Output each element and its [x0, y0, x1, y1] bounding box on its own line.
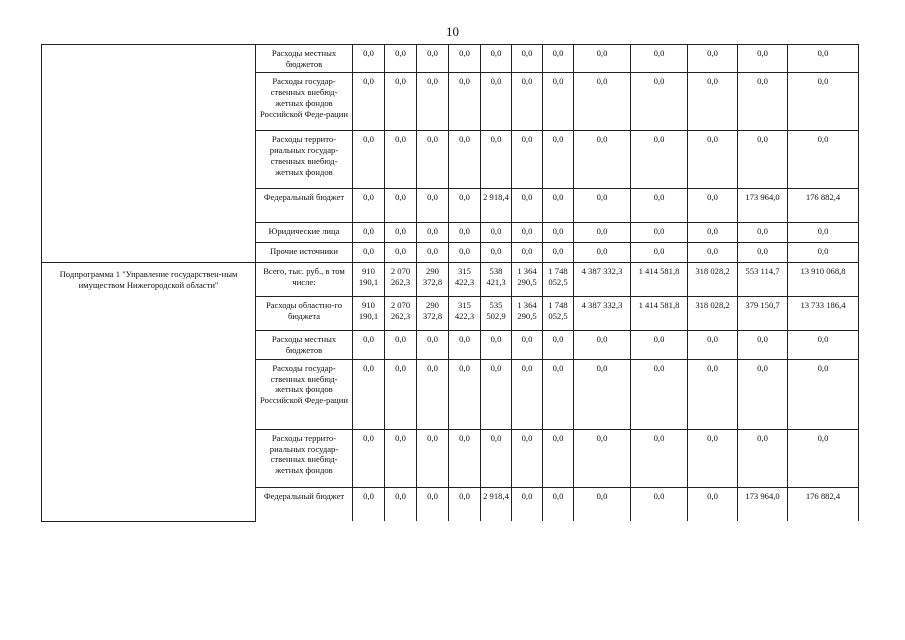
value-cell: 1 748 052,5: [543, 297, 574, 331]
value-cell: 0,0: [688, 359, 738, 429]
value-cell: 1 414 581,8: [631, 263, 688, 297]
value-cell: 0,0: [788, 243, 859, 263]
value-cell: 290 372,8: [417, 297, 449, 331]
funding-source-cell: Федеральный бюджет: [256, 189, 353, 223]
value-cell: 173 964,0: [738, 487, 788, 521]
value-cell: 910 190,1: [353, 297, 385, 331]
value-cell: 0,0: [353, 131, 385, 189]
value-cell: 0,0: [688, 223, 738, 243]
value-cell: 315 422,3: [449, 297, 481, 331]
value-cell: 0,0: [543, 331, 574, 359]
value-cell: 0,0: [788, 331, 859, 359]
value-cell: 0,0: [788, 359, 859, 429]
value-cell: 0,0: [353, 429, 385, 487]
funding-source-cell: Расходы местных бюджетов: [256, 45, 353, 73]
value-cell: 0,0: [512, 359, 543, 429]
value-cell: 0,0: [738, 73, 788, 131]
value-cell: 2 070 262,3: [385, 263, 417, 297]
value-cell: 1 364 290,5: [512, 263, 543, 297]
value-cell: 0,0: [574, 45, 631, 73]
value-cell: 0,0: [353, 487, 385, 521]
value-cell: 0,0: [417, 45, 449, 73]
value-cell: 2 070 262,3: [385, 297, 417, 331]
funding-source-cell: Расходы государ-ственных внебюд-жетных фондов Российской Феде-рации: [256, 73, 353, 131]
value-cell: 0,0: [574, 359, 631, 429]
funding-source-cell: Юридические лица: [256, 223, 353, 243]
value-cell: 0,0: [449, 131, 481, 189]
value-cell: 0,0: [543, 223, 574, 243]
value-cell: 13 910 068,8: [788, 263, 859, 297]
value-cell: 0,0: [512, 331, 543, 359]
value-cell: 0,0: [417, 487, 449, 521]
value-cell: 173 964,0: [738, 189, 788, 223]
value-cell: 553 114,7: [738, 263, 788, 297]
value-cell: 0,0: [631, 487, 688, 521]
value-cell: 0,0: [738, 243, 788, 263]
value-cell: 318 028,2: [688, 297, 738, 331]
value-cell: 0,0: [688, 243, 738, 263]
value-cell: 2 918,4: [481, 189, 512, 223]
value-cell: 0,0: [449, 243, 481, 263]
funding-source-cell: Федеральный бюджет: [256, 487, 353, 521]
value-cell: 0,0: [417, 223, 449, 243]
value-cell: 0,0: [417, 359, 449, 429]
value-cell: 0,0: [543, 73, 574, 131]
value-cell: 0,0: [417, 331, 449, 359]
value-cell: 0,0: [788, 429, 859, 487]
value-cell: 0,0: [574, 429, 631, 487]
value-cell: 0,0: [574, 131, 631, 189]
value-cell: 1 414 581,8: [631, 297, 688, 331]
funding-source-cell: Прочие источники: [256, 243, 353, 263]
value-cell: 0,0: [738, 131, 788, 189]
value-cell: 0,0: [688, 45, 738, 73]
value-cell: 0,0: [449, 429, 481, 487]
budget-table-body: [42, 45, 859, 522]
value-cell: 0,0: [353, 45, 385, 73]
value-cell: 0,0: [353, 359, 385, 429]
funding-source-cell: Всего, тыс. руб., в том числе:: [256, 263, 353, 297]
value-cell: 0,0: [449, 331, 481, 359]
value-cell: 0,0: [385, 331, 417, 359]
value-cell: 0,0: [631, 359, 688, 429]
value-cell: 0,0: [353, 331, 385, 359]
value-cell: 176 882,4: [788, 487, 859, 521]
value-cell: 0,0: [574, 189, 631, 223]
value-cell: 318 028,2: [688, 263, 738, 297]
value-cell: 0,0: [631, 243, 688, 263]
value-cell: 0,0: [788, 73, 859, 131]
value-cell: 0,0: [631, 331, 688, 359]
value-cell: 0,0: [385, 189, 417, 223]
value-cell: 0,0: [512, 131, 543, 189]
value-cell: 0,0: [481, 45, 512, 73]
program-name-cell: Подпрограмма 1 "Управление государствен-ным имуществом Нижегородской области": [42, 263, 256, 521]
value-cell: 1 364 290,5: [512, 297, 543, 331]
value-cell: 0,0: [574, 73, 631, 131]
value-cell: 0,0: [353, 73, 385, 131]
value-cell: 0,0: [738, 45, 788, 73]
value-cell: 535 502,9: [481, 297, 512, 331]
value-cell: 290 372,8: [417, 263, 449, 297]
funding-source-cell: Расходы террито-риальных государ-ственных внебюд-жетных фондов: [256, 429, 353, 487]
value-cell: 0,0: [574, 223, 631, 243]
value-cell: 0,0: [481, 73, 512, 131]
value-cell: 0,0: [417, 73, 449, 131]
value-cell: 0,0: [738, 223, 788, 243]
value-cell: 0,0: [543, 429, 574, 487]
value-cell: 0,0: [512, 429, 543, 487]
value-cell: 0,0: [385, 45, 417, 73]
value-cell: 0,0: [512, 45, 543, 73]
value-cell: 0,0: [449, 359, 481, 429]
value-cell: 0,0: [788, 223, 859, 243]
value-cell: 0,0: [788, 45, 859, 73]
value-cell: 0,0: [688, 429, 738, 487]
value-cell: 0,0: [481, 359, 512, 429]
value-cell: 0,0: [574, 487, 631, 521]
value-cell: 0,0: [631, 223, 688, 243]
value-cell: 0,0: [543, 359, 574, 429]
value-cell: 0,0: [353, 189, 385, 223]
value-cell: 0,0: [353, 223, 385, 243]
value-cell: 0,0: [417, 189, 449, 223]
value-cell: 0,0: [738, 359, 788, 429]
value-cell: 0,0: [543, 243, 574, 263]
value-cell: 0,0: [688, 73, 738, 131]
value-cell: 538 421,3: [481, 263, 512, 297]
value-cell: 0,0: [385, 73, 417, 131]
table-row: [42, 263, 859, 297]
value-cell: 0,0: [631, 131, 688, 189]
value-cell: 0,0: [385, 487, 417, 521]
value-cell: 4 387 332,3: [574, 263, 631, 297]
value-cell: 0,0: [353, 243, 385, 263]
value-cell: 0,0: [449, 223, 481, 243]
value-cell: 0,0: [512, 487, 543, 521]
value-cell: 0,0: [417, 243, 449, 263]
value-cell: 0,0: [688, 131, 738, 189]
value-cell: 0,0: [417, 131, 449, 189]
budget-table: [41, 44, 859, 522]
value-cell: 0,0: [631, 189, 688, 223]
value-cell: 0,0: [631, 429, 688, 487]
value-cell: 0,0: [574, 331, 631, 359]
value-cell: 0,0: [449, 73, 481, 131]
value-cell: 0,0: [631, 73, 688, 131]
value-cell: 0,0: [688, 331, 738, 359]
value-cell: 0,0: [574, 243, 631, 263]
value-cell: 0,0: [543, 189, 574, 223]
value-cell: 0,0: [543, 487, 574, 521]
value-cell: 0,0: [449, 45, 481, 73]
funding-source-cell: Расходы областно-го бюджета: [256, 297, 353, 331]
value-cell: 0,0: [385, 223, 417, 243]
value-cell: 0,0: [481, 429, 512, 487]
value-cell: 0,0: [631, 45, 688, 73]
value-cell: 0,0: [512, 189, 543, 223]
value-cell: 0,0: [449, 189, 481, 223]
value-cell: 0,0: [738, 331, 788, 359]
value-cell: 0,0: [512, 243, 543, 263]
value-cell: 315 422,3: [449, 263, 481, 297]
value-cell: 4 387 332,3: [574, 297, 631, 331]
value-cell: 0,0: [385, 429, 417, 487]
program-name-cell: [42, 45, 256, 263]
value-cell: 1 748 052,5: [543, 263, 574, 297]
value-cell: 910 190,1: [353, 263, 385, 297]
value-cell: 0,0: [688, 189, 738, 223]
value-cell: 0,0: [512, 73, 543, 131]
value-cell: 0,0: [481, 131, 512, 189]
value-cell: 0,0: [543, 131, 574, 189]
value-cell: 2 918,4: [481, 487, 512, 521]
funding-source-cell: Расходы местных бюджетов: [256, 331, 353, 359]
value-cell: 0,0: [449, 487, 481, 521]
value-cell: 0,0: [385, 131, 417, 189]
value-cell: 0,0: [385, 243, 417, 263]
value-cell: 176 882,4: [788, 189, 859, 223]
funding-source-cell: Расходы государ-ственных внебюд-жетных фондов Российской Феде-рации: [256, 359, 353, 429]
table-row: [42, 45, 859, 73]
value-cell: 0,0: [481, 331, 512, 359]
value-cell: 0,0: [481, 223, 512, 243]
value-cell: 0,0: [417, 429, 449, 487]
value-cell: 0,0: [512, 223, 543, 243]
value-cell: 0,0: [788, 131, 859, 189]
value-cell: 0,0: [738, 429, 788, 487]
value-cell: 0,0: [688, 487, 738, 521]
value-cell: 13 733 186,4: [788, 297, 859, 331]
value-cell: 0,0: [481, 243, 512, 263]
funding-source-cell: Расходы террито-риальных государ-ственных внебюд-жетных фондов: [256, 131, 353, 189]
page-number: 10: [446, 24, 459, 39]
value-cell: 379 150,7: [738, 297, 788, 331]
value-cell: 0,0: [385, 359, 417, 429]
value-cell: 0,0: [543, 45, 574, 73]
